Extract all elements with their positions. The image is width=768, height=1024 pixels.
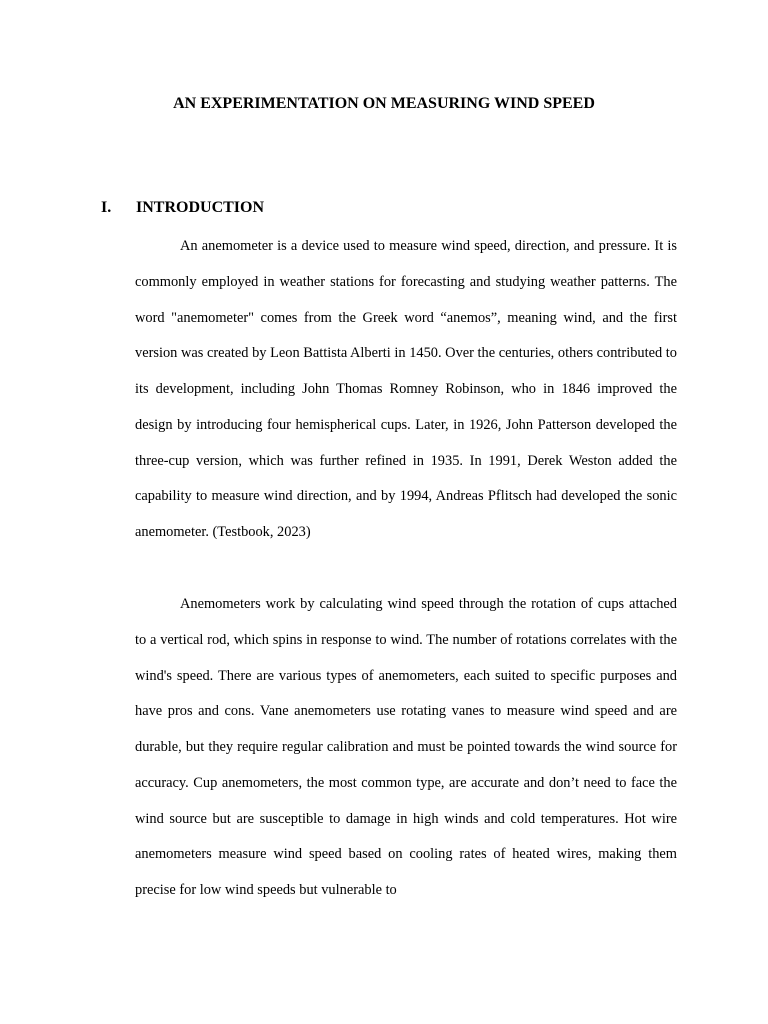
document-title: AN EXPERIMENTATION ON MEASURING WIND SPEED bbox=[173, 95, 595, 112]
paragraph: An anemometer is a device used to measure wind speed, direction, and pressure. It is commonly employed in weather stations for forecasting and studying weather patterns. The word "anemometer" comes from the Greek word “anemos”, meaning wind, and the first version was created by Leon Battista Alberti in 1450. Over the centuries, others contributed to its development, including John Thomas Romney Robinson, who in 1846 improved the design by introducing four hemispherical cups. Later, in 1926, John Patterson developed the three-cup version, which was further refined in 1935. In 1991, Derek Weston added the capability to measure wind direction, and by 1994, Andreas Pflitsch had developed the sonic anemometer. (Testbook, 2023) bbox=[135, 238, 677, 540]
paragraph: Anemometers work by calculating wind speed through the rotation of cups attached to a vertical rod, which spins in response to wind. The number of rotations correlates with the wind's speed. There are various types of anemometers, each suited to specific purposes and have pros and cons. Vane anemometers use rotating vanes to measure wind speed and are durable, but they require regular calibration and must be pointed towards the wind source for accuracy. Cup anemometers, the most common type, are accurate and don’t need to face the wind source but are susceptible to damage in high winds and cold temperatures. Hot wire anemometers measure wind speed based on cooling rates of heated wires, making them precise for low wind speeds but vulnerable to bbox=[135, 596, 677, 898]
section-number: I. bbox=[101, 199, 112, 216]
section-title: INTRODUCTION bbox=[136, 199, 265, 216]
